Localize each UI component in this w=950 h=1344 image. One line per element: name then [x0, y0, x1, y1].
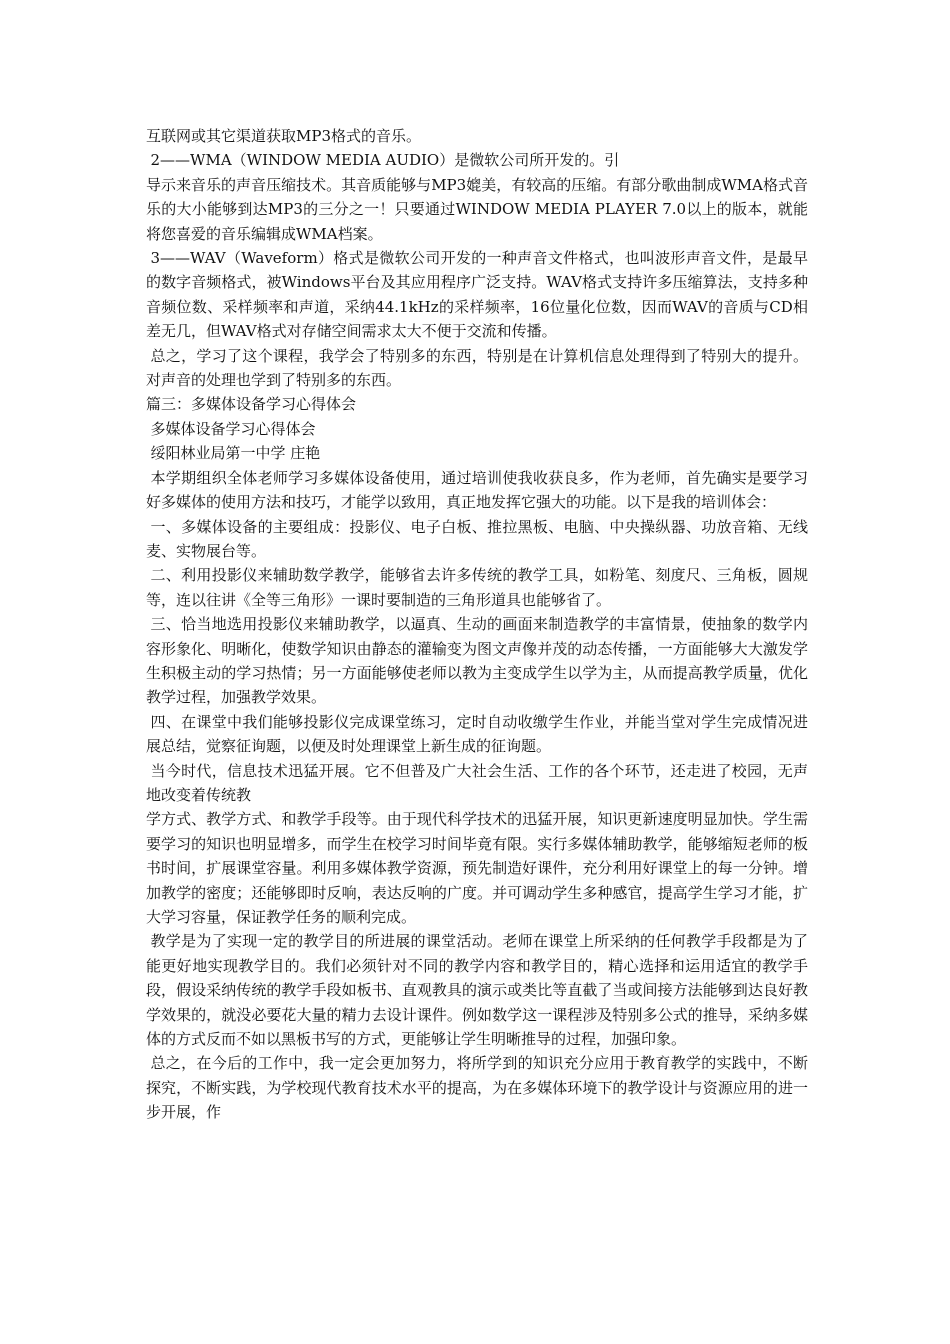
- paragraph-9: 本学期组织全体老师学习多媒体设备使用，通过培训使我收获良多，作为老师，首先确实是要学习好多媒体的使用方法和技巧，才能学以致用，真正地发挥它强大的功能。以下是我的培训体会：: [146, 468, 808, 512]
- article-author: 绥阳林业局第一中学 庄艳: [150, 444, 321, 463]
- section-heading: 篇三：多媒体设备学习心得体会: [146, 395, 357, 414]
- paragraph-11: 二、利用投影仪来辅助数学教学，能够省去许多传统的教学工具，如粉笔、刻度尺、三角板，圆规等，连以往讲《全等三角形》一课时要制造的三角形道具也能够省了。: [146, 566, 808, 609]
- document-page: [146, 124, 808, 1125]
- paragraph-14: 当今时代，信息技术迅猛开展。它不但普及广大社会生活、工作的各个环节，还走进了校园，无声地改变着传统教: [146, 761, 808, 804]
- paragraph-5: 总之，学习了这个课程，我学会了特别多的东西，特别是在计算机信息处理得到了特别大的提升。对声音的处理也学到了特别多的东西。: [146, 346, 808, 390]
- paragraph-15: 学方式、教学方式、和教学手段等。由于现代科学技术的迅猛开展，知识更新速度明显加快。学生需要学习的知识也明显增多，而学生在校学习时间毕竟有限。实行多媒体辅助教学，能够缩短老师的板书时间，扩展课堂容量。利用多媒体教学资源，预先制造好课件，充分利用好课堂上的每一分钟。增加教学的密度；还能够即时反响，表达反响的广度。并可调动学生多种感官，提高学生学习才能，扩大学习容量，保证教学任务的顺利完成。: [146, 810, 808, 926]
- paragraph-13: 四、在课堂中我们能够投影仪完成课堂练习，定时自动收缴学生作业，并能当堂对学生完成情况进展总结，觉察征询题，以便及时处理课堂上新生成的征询题。: [146, 712, 808, 756]
- paragraph-4: 3——WAV（Waveform）格式是微软公司开发的一种声音文件格式，也叫波形声音文件，是最早的数字音频格式，被Windows平台及其应用程序广泛支持。WAV格式支持许多压缩算法，支持多种音频位数、采样频率和声道，采纳44.1kHz的采样频率，16位量化位数，因而WAV的音质与CD相差无几，但WAV格式对存储空间需求太大不便于交流和传播。: [146, 249, 808, 341]
- paragraph-16: 教学是为了实现一定的教学目的所进展的课堂活动。老师在课堂上所采纳的任何教学手段都是为了能更好地实现教学目的。我们必须针对不同的教学内容和教学目的，精心选择和运用适宜的教学手段，假设采纳传统的教学手段如板书、直观教具的演示或类比等直截了当或间接方法能够到达良好教学效果的，就没必要花大量的精力去设计课件。例如数学这一课程涉及特别多公式的推导，采纳多媒体的方式反而不如以黑板书写的方式，更能够让学生明晰推导的过程，加强印象。: [146, 932, 808, 1049]
- paragraph-12: 三、恰当地选用投影仪来辅助教学，以逼真、生动的画面来制造教学的丰富情景，使抽象的数学内容形象化、明晰化，使数学知识由静态的灌输变为图文声像并茂的动态传播，一方面能够大大激发学生积极主动的学习热情；另一方面能够使老师以教为主变成学生以学为主，从而提高教学质量，优化教学过程，加强教学效果。: [146, 615, 808, 707]
- paragraph-1: 互联网或其它渠道获取MP3格式的音乐。: [146, 127, 421, 145]
- paragraph-3: 导示来音乐的声音压缩技术。其音质能够与MP3媲美，有较高的压缩。有部分歌曲制成WMA格式音乐的大小能够到达MP3的三分之一！只要通过WINDOW MEDIA PLAYER 7.0以上的版本，就能将您喜爱的音乐编辑成WMA档案。: [146, 175, 808, 243]
- paragraph-2: 2——WMA（WINDOW MEDIA AUDIO）是微软公司所开发的。引: [150, 151, 620, 170]
- article-title: 多媒体设备学习心得体会: [150, 419, 316, 438]
- paragraph-17: 总之，在今后的工作中，我一定会更加努力，将所学到的知识充分应用于教育教学的实践中，不断探究，不断实践，为学校现代教育技术水平的提高，为在多媒体环境下的教学设计与资源应用的进一步开展，作: [146, 1054, 808, 1122]
- paragraph-10: 一、多媒体设备的主要组成：投影仪、电子白板、推拉黑板、电脑、中央操纵器、功放音箱、无线麦、实物展台等。: [146, 517, 808, 560]
